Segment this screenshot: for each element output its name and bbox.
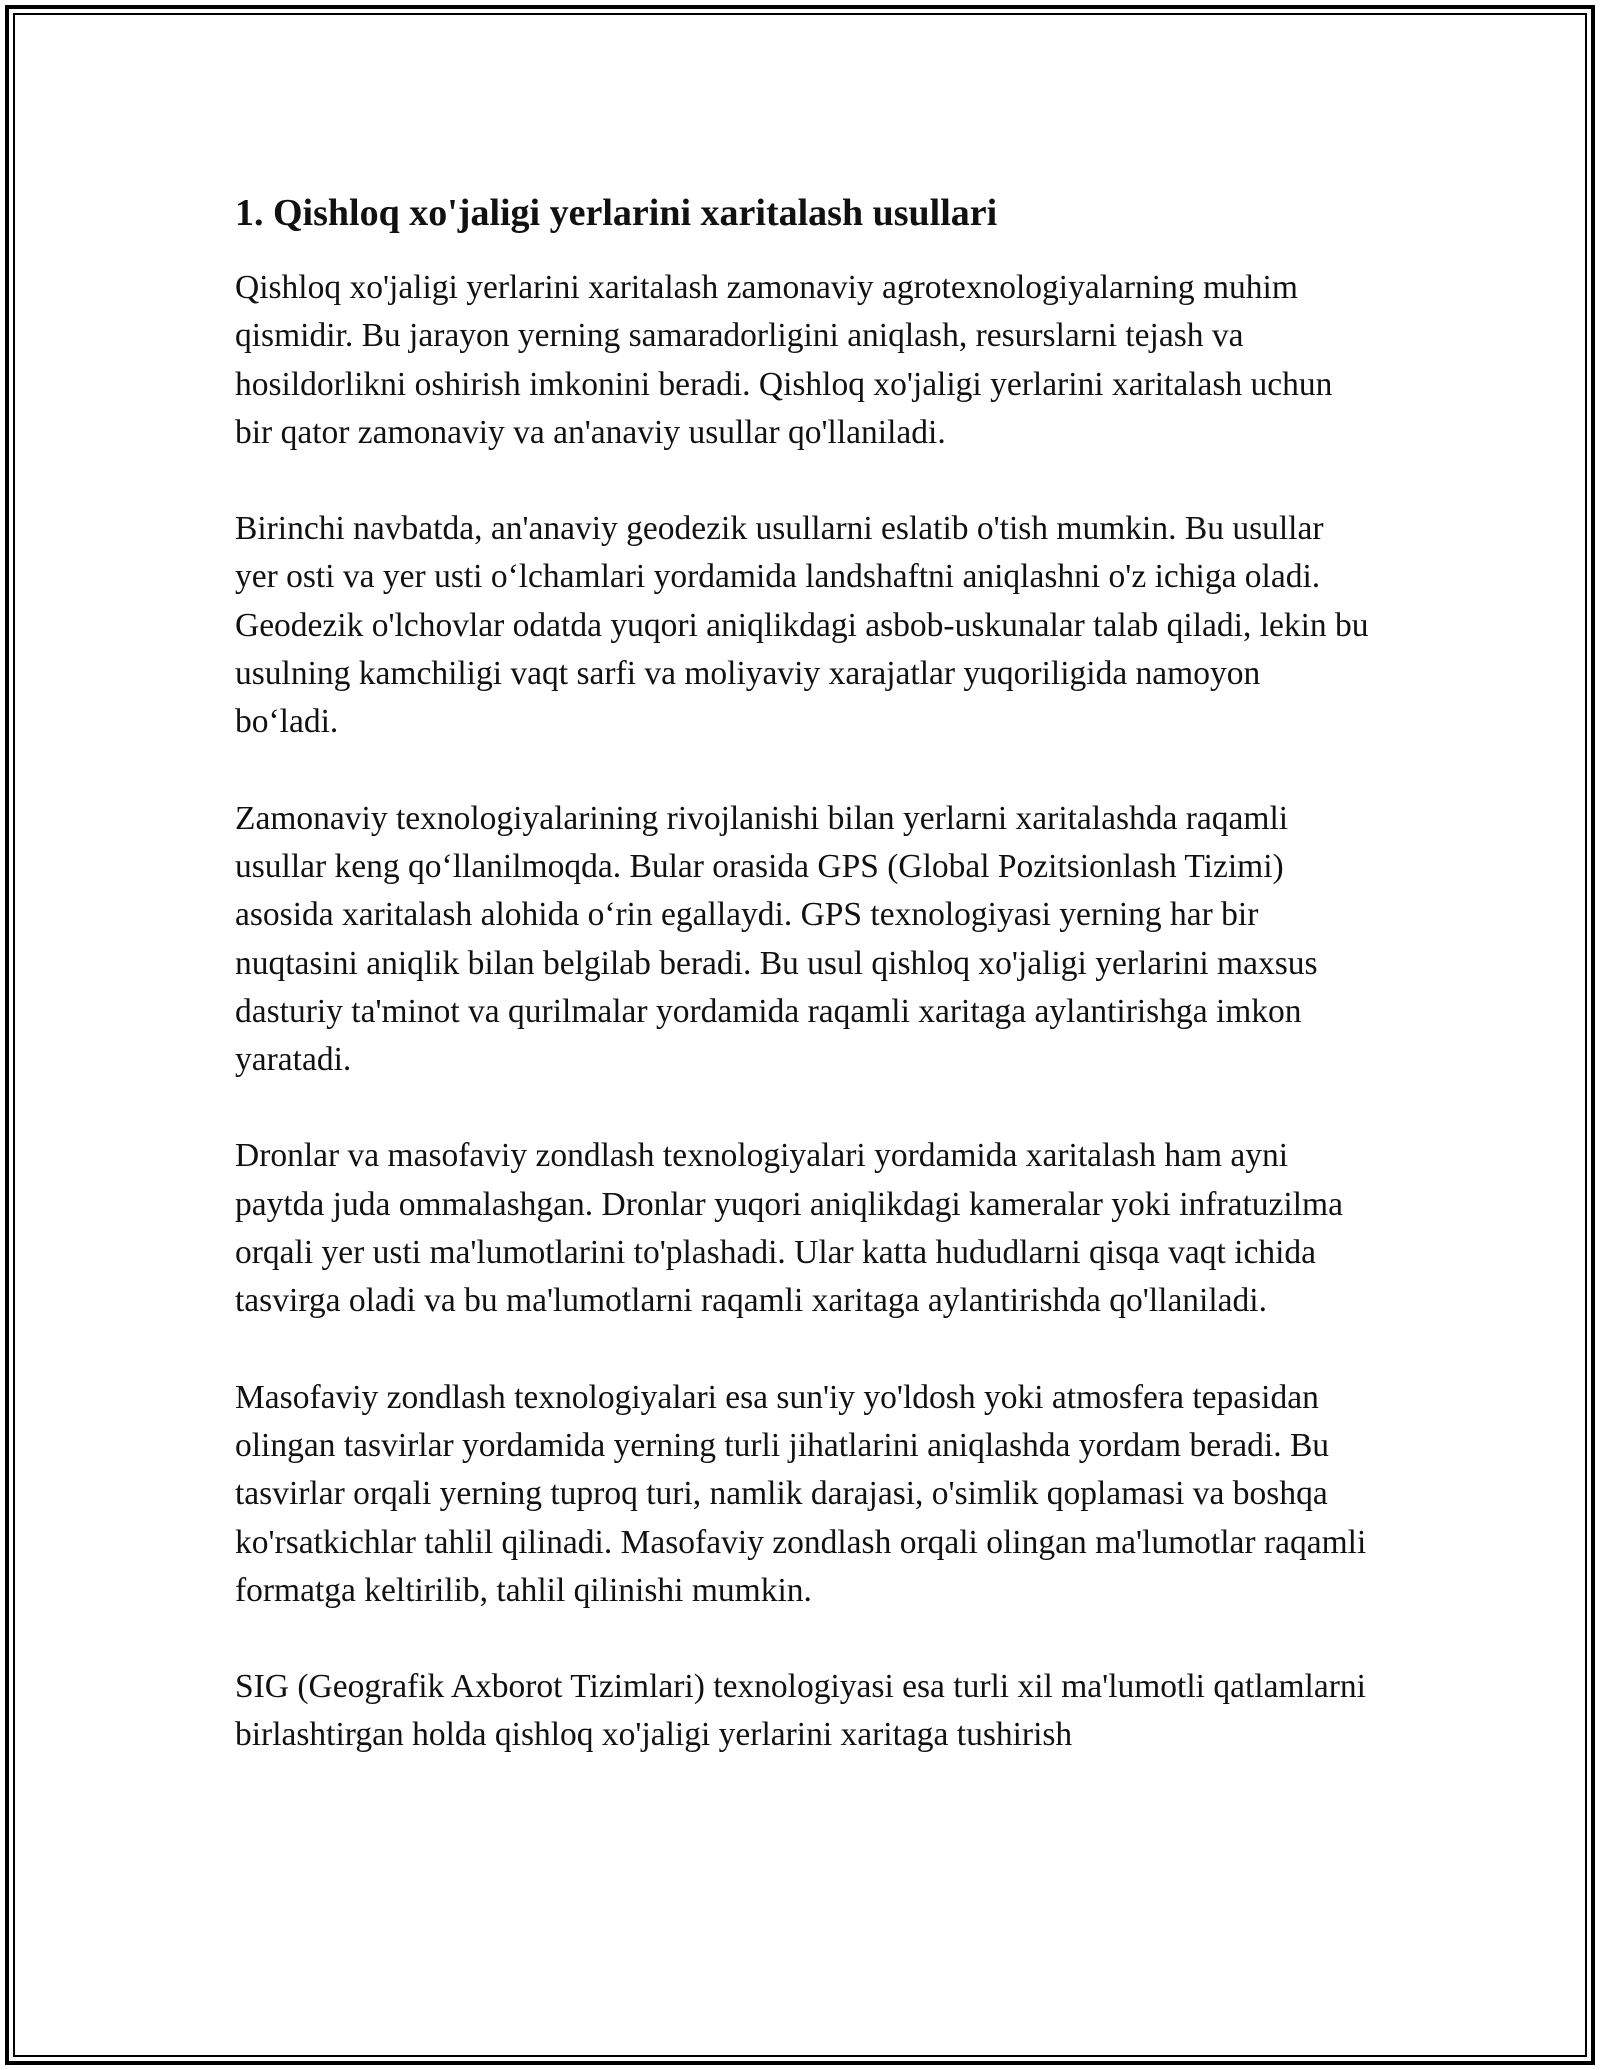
paragraph-remote-sensing: Masofaviy zondlash texnologiyalari esa sun'iy yo'ldosh yoki atmosfera tepasidan olingan tasvirlar yordamida yerning turli jihatlarini aniqlashda yordam beradi. Bu tasvirlar orqali yerning tuproq turi, namlik darajasi, o'simlik qoplamasi va boshqa ko'rsatkichlar tahlil qilinadi. Masofaviy zondlash orqali olingan ma'lumotlar raqamli formatga keltirilib, tahlil qilinishi mumkin.	[235, 1378, 1367, 1609]
paragraph-geodetic: Birinchi navbatda, an'anaviy geodezik usullarni eslatib o'tish mumkin. Bu usullar yer osti va yer usti o‘lchamlari yordamida landshaftni aniqlashni o'z ichiga oladi. Geodezik o'lchovlar odatda yuqori aniqlikdagi asbob-uskunalar talab qiladi, lekin bu usulning kamchiligi vaqt sarfi va moliyaviy xarajatlar yuqoriligida namoyon bo‘ladi.	[235, 510, 1369, 741]
paragraph-gps: Zamonaviy texnologiyalarining rivojlanishi bilan yerlarni xaritalashda raqamli usullar keng qo‘llanilmoqda. Bular orasida GPS (Global Pozitsionlash Tizimi) asosida xaritalash alohida o‘rin egallaydi. GPS texnologiyasi yerning har bir nuqtasini aniqlik bilan belgilab beradi. Bu usul qishloq xo'jaligi yerlarini maxsus dasturiy ta'minot va qurilmalar yordamida raqamli xaritaga aylantirishga imkon yaratadi.	[235, 799, 1318, 1079]
paragraph-drones: Dronlar va masofaviy zondlash texnologiyalari yordamida xaritalash ham ayni paytda juda ommalashgan. Dronlar yuqori aniqlikdagi kameralar yoki infratuzilma orqali yer usti ma'lumotlarini to'plashadi. Ular katta hududlarni qisqa vaqt ichida tasvirga oladi va bu ma'lumotlarni raqamli xaritaga aylantirishda qo'llaniladi.	[235, 1137, 1343, 1320]
paragraph-intro: Qishloq xo'jaligi yerlarini xaritalash zamonaviy agrotexnologiyalarning muhim qismidir. Bu jarayon yerning samaradorligini aniqlash, resurslarni tejash va hosildorlikni oshirish imkonini beradi. Qishloq xo'jaligi yerlarini xaritalash uchun bir qator zamonaviy va an'anaviy usullar qo'llaniladi.	[235, 269, 1333, 451]
document-body	[235, 188, 1370, 1760]
paragraph-gis: SIG (Geografik Axborot Tizimlari) texnologiyasi esa turli xil ma'lumotli qatlamlarni birlashtirgan holda qishloq xo'jaligi yerlarini xaritaga tushirish	[235, 1668, 1366, 1754]
section-heading: 1. Qishloq xo'jaligi yerlarini xaritalash usullari	[235, 192, 998, 234]
